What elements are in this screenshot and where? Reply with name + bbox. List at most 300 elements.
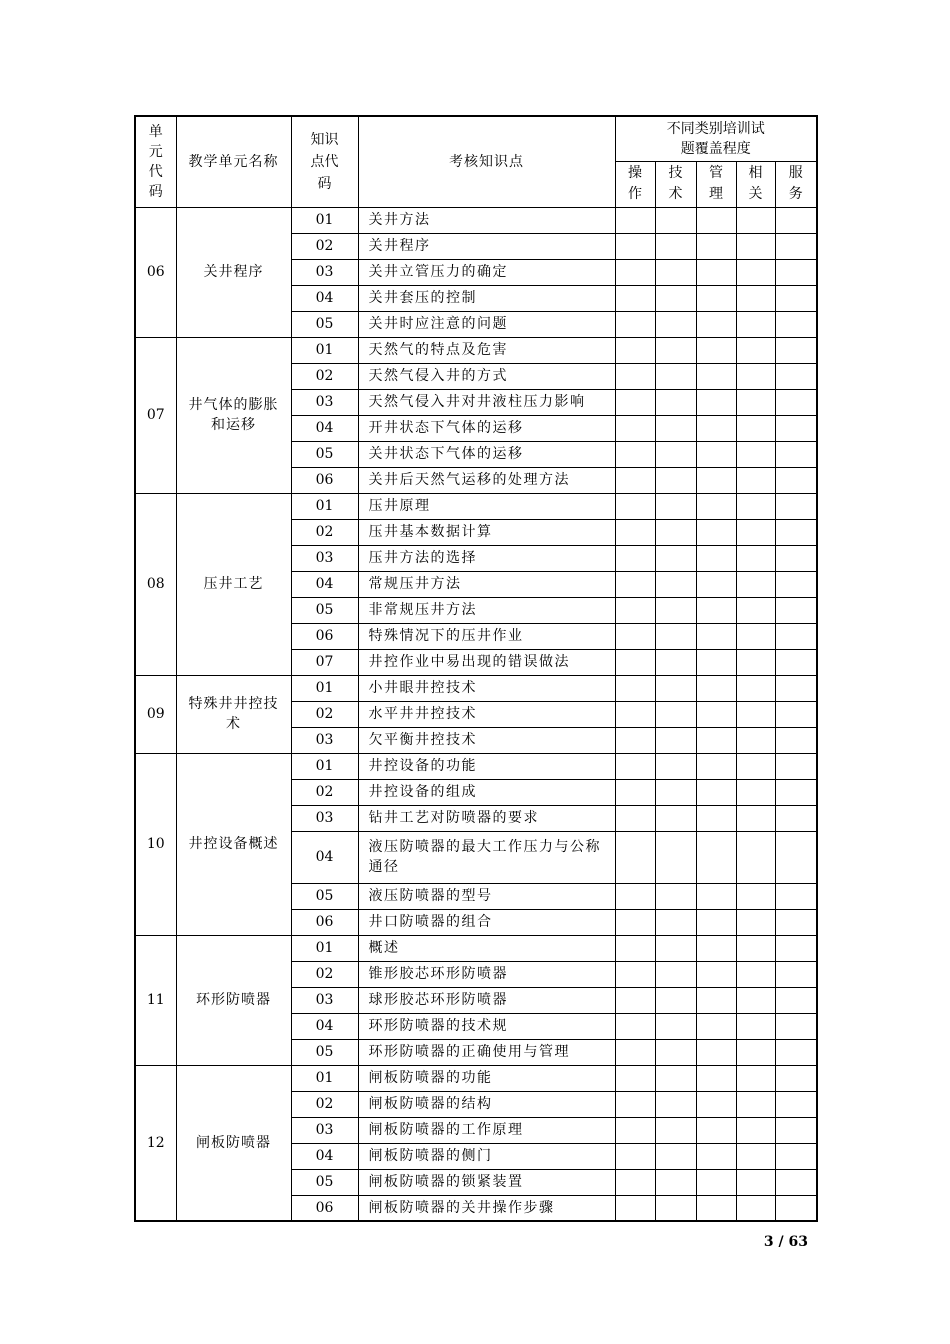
coverage-cell [655,805,696,831]
knowledge-point: 水平井井控技术 [358,701,615,727]
page-number: 3 / 63 [763,1234,808,1250]
knowledge-code: 02 [291,961,358,987]
coverage-cell [775,649,817,675]
knowledge-code: 02 [291,779,358,805]
coverage-cell [696,285,736,311]
coverage-cell [775,727,817,753]
coverage-cell [615,1039,655,1065]
coverage-cell [615,1117,655,1143]
coverage-cell [775,259,817,285]
knowledge-code: 01 [291,207,358,233]
coverage-cell [615,1013,655,1039]
knowledge-point: 非常规压井方法 [358,597,615,623]
coverage-cell [775,285,817,311]
knowledge-point: 液压防喷器的型号 [358,883,615,909]
coverage-cell [655,1143,696,1169]
knowledge-point: 钻井工艺对防喷器的要求 [358,805,615,831]
header-knowledge-point-text: 考核知识点 [449,153,524,170]
coverage-cell [696,1065,736,1091]
coverage-cell [615,519,655,545]
coverage-cell [696,779,736,805]
knowledge-point: 关井时应注意的问题 [358,311,615,337]
coverage-cell [736,519,775,545]
coverage-cell [736,207,775,233]
coverage-cell [696,259,736,285]
coverage-cell [615,207,655,233]
knowledge-code: 03 [291,805,358,831]
knowledge-code: 06 [291,1195,358,1221]
knowledge-code: 03 [291,545,358,571]
coverage-cell [775,883,817,909]
coverage-cell [655,441,696,467]
header-coverage [615,116,817,161]
coverage-cell [696,311,736,337]
knowledge-code: 02 [291,701,358,727]
knowledge-code: 06 [291,623,358,649]
knowledge-code: 02 [291,233,358,259]
coverage-cell [775,545,817,571]
knowledge-point: 闸板防喷器的关井操作步骤 [358,1195,615,1221]
coverage-cell [775,493,817,519]
coverage-cell [775,467,817,493]
unit-name: 井气体的膨胀和运移 [176,337,291,493]
coverage-cell [736,675,775,701]
knowledge-code: 04 [291,1143,358,1169]
coverage-cell [736,493,775,519]
coverage-cell [615,311,655,337]
knowledge-code: 02 [291,1091,358,1117]
coverage-cell [655,883,696,909]
coverage-cell [655,987,696,1013]
knowledge-point: 关井方法 [358,207,615,233]
coverage-cell [655,727,696,753]
knowledge-point: 闸板防喷器的锁紧装置 [358,1169,615,1195]
unit-name: 特殊井井控技术 [176,675,291,753]
coverage-cell [775,1169,817,1195]
table-row [135,1065,817,1091]
coverage-cell [736,441,775,467]
coverage-cell [696,623,736,649]
coverage-cell [615,233,655,259]
coverage-cell [615,337,655,363]
knowledge-point: 环形防喷器的技术规 [358,1013,615,1039]
table-row [135,935,817,961]
coverage-cell [736,909,775,935]
coverage-cell [615,493,655,519]
coverage-cell [655,623,696,649]
coverage-cell [655,519,696,545]
coverage-cell [696,415,736,441]
coverage-cell [736,1117,775,1143]
header-unit-name [176,116,291,207]
coverage-cell [736,623,775,649]
coverage-cell [696,1169,736,1195]
table-row [135,675,817,701]
knowledge-code: 01 [291,493,358,519]
coverage-cell [736,311,775,337]
coverage-cell [775,987,817,1013]
knowledge-point: 欠平衡井控技术 [358,727,615,753]
coverage-cell [655,311,696,337]
knowledge-point: 关井状态下气体的运移 [358,441,615,467]
coverage-cell [655,597,696,623]
coverage-cell [696,909,736,935]
knowledge-code: 05 [291,311,358,337]
coverage-cell [615,389,655,415]
assessment-table [134,115,818,1222]
header-row-1 [135,116,817,161]
coverage-cell [615,805,655,831]
knowledge-code: 04 [291,1013,358,1039]
coverage-cell [775,415,817,441]
knowledge-code: 03 [291,389,358,415]
coverage-cell [655,753,696,779]
header-knowledge-code-text: 知识点代码 [310,131,339,192]
header-knowledge-point [358,116,615,207]
coverage-cell [615,259,655,285]
coverage-cell [615,623,655,649]
knowledge-point: 井口防喷器的组合 [358,909,615,935]
coverage-cell [736,701,775,727]
coverage-cell [655,779,696,805]
knowledge-point: 液压防喷器的最大工作压力与公称通径 [358,831,615,883]
knowledge-point: 闸板防喷器的侧门 [358,1143,615,1169]
coverage-cell [655,415,696,441]
knowledge-code: 02 [291,519,358,545]
coverage-cell [775,597,817,623]
coverage-cell [696,1195,736,1221]
coverage-cell [775,753,817,779]
coverage-cell [696,363,736,389]
coverage-cell [615,441,655,467]
coverage-cell [736,259,775,285]
coverage-cell [655,1013,696,1039]
coverage-cell [696,753,736,779]
header-unit-code-text: 单元代码 [148,123,163,200]
header-category [655,161,696,207]
unit-code: 11 [135,935,176,1065]
knowledge-code: 02 [291,363,358,389]
coverage-cell [696,805,736,831]
coverage-cell [615,909,655,935]
knowledge-code: 01 [291,753,358,779]
coverage-cell [655,337,696,363]
header-knowledge-code [291,116,358,207]
coverage-cell [655,1117,696,1143]
header-category [615,161,655,207]
unit-code: 10 [135,753,176,935]
coverage-cell [615,961,655,987]
coverage-cell [775,1117,817,1143]
knowledge-point: 井控设备的功能 [358,753,615,779]
knowledge-point: 压井原理 [358,493,615,519]
coverage-cell [696,1117,736,1143]
coverage-cell [775,1143,817,1169]
knowledge-point: 井控设备的组成 [358,779,615,805]
header-coverage-text: 不同类别培训试题覆盖程度 [666,120,765,157]
knowledge-point: 闸板防喷器的功能 [358,1065,615,1091]
coverage-cell [655,233,696,259]
knowledge-code: 05 [291,441,358,467]
coverage-cell [696,467,736,493]
coverage-cell [655,389,696,415]
coverage-cell [696,675,736,701]
coverage-cell [775,831,817,883]
unit-code: 06 [135,207,176,337]
knowledge-point: 天然气侵入井的方式 [358,363,615,389]
coverage-cell [775,1039,817,1065]
coverage-cell [615,1143,655,1169]
table-row [135,493,817,519]
coverage-cell [775,961,817,987]
coverage-cell [736,1143,775,1169]
coverage-cell [615,727,655,753]
coverage-cell [736,545,775,571]
coverage-cell [736,1169,775,1195]
unit-code: 09 [135,675,176,753]
coverage-cell [696,727,736,753]
coverage-cell [615,1169,655,1195]
coverage-cell [615,415,655,441]
coverage-cell [696,597,736,623]
coverage-cell [736,1013,775,1039]
coverage-cell [615,987,655,1013]
coverage-cell [736,467,775,493]
coverage-cell [696,1091,736,1117]
header-unit-code [135,116,176,207]
coverage-cell [655,1169,696,1195]
knowledge-code: 06 [291,909,358,935]
knowledge-point: 压井基本数据计算 [358,519,615,545]
coverage-cell [655,1195,696,1221]
coverage-cell [655,259,696,285]
coverage-cell [615,675,655,701]
coverage-cell [655,363,696,389]
knowledge-code: 05 [291,883,358,909]
knowledge-code: 04 [291,831,358,883]
coverage-cell [655,909,696,935]
coverage-cell [736,571,775,597]
header-category-text: 技术 [668,165,683,202]
knowledge-code: 01 [291,935,358,961]
knowledge-code: 06 [291,467,358,493]
knowledge-point: 概述 [358,935,615,961]
coverage-cell [696,519,736,545]
coverage-cell [775,389,817,415]
coverage-cell [775,441,817,467]
knowledge-code: 01 [291,675,358,701]
coverage-cell [736,779,775,805]
coverage-cell [775,623,817,649]
knowledge-point: 环形防喷器的正确使用与管理 [358,1039,615,1065]
coverage-cell [696,1143,736,1169]
coverage-cell [696,233,736,259]
coverage-cell [736,363,775,389]
knowledge-point: 关井立管压力的确定 [358,259,615,285]
header-category-text: 相关 [748,165,763,202]
coverage-cell [696,1013,736,1039]
table-row [135,337,817,363]
coverage-cell [655,571,696,597]
coverage-cell [775,233,817,259]
coverage-cell [615,779,655,805]
coverage-cell [696,883,736,909]
header-category [696,161,736,207]
coverage-cell [655,207,696,233]
knowledge-code: 04 [291,415,358,441]
knowledge-code: 05 [291,1169,358,1195]
header-category-text: 服务 [788,165,803,202]
coverage-cell [736,1039,775,1065]
coverage-cell [655,1039,696,1065]
coverage-cell [775,571,817,597]
coverage-cell [615,285,655,311]
knowledge-point: 锥形胶芯环形防喷器 [358,961,615,987]
coverage-cell [736,831,775,883]
coverage-cell [615,545,655,571]
coverage-cell [736,1065,775,1091]
knowledge-code: 03 [291,259,358,285]
knowledge-code: 04 [291,571,358,597]
coverage-cell [736,597,775,623]
unit-name: 井控设备概述 [176,753,291,935]
coverage-cell [736,285,775,311]
knowledge-point: 球形胶芯环形防喷器 [358,987,615,1013]
knowledge-point: 天然气的特点及危害 [358,337,615,363]
header-unit-name-text: 教学单元名称 [188,153,279,170]
header-category-text: 操作 [628,165,642,202]
unit-name: 闸板防喷器 [176,1065,291,1221]
table-body [135,207,817,1221]
table-row [135,207,817,233]
knowledge-point: 小井眼井控技术 [358,675,615,701]
coverage-cell [696,1039,736,1065]
coverage-cell [696,389,736,415]
knowledge-point: 井控作业中易出现的错误做法 [358,649,615,675]
coverage-cell [655,467,696,493]
coverage-cell [696,649,736,675]
coverage-cell [696,701,736,727]
coverage-cell [696,545,736,571]
coverage-cell [655,935,696,961]
coverage-cell [696,831,736,883]
coverage-cell [736,883,775,909]
knowledge-code: 05 [291,1039,358,1065]
coverage-cell [615,467,655,493]
coverage-cell [775,1091,817,1117]
knowledge-code: 03 [291,987,358,1013]
coverage-cell [696,935,736,961]
coverage-cell [775,1065,817,1091]
knowledge-point: 天然气侵入井对井液柱压力影响 [358,389,615,415]
coverage-cell [696,987,736,1013]
coverage-cell [775,805,817,831]
coverage-cell [736,935,775,961]
coverage-cell [736,337,775,363]
coverage-cell [775,701,817,727]
unit-name: 关井程序 [176,207,291,337]
coverage-cell [775,675,817,701]
knowledge-code: 04 [291,285,358,311]
unit-code: 08 [135,493,176,675]
knowledge-point: 关井套压的控制 [358,285,615,311]
unit-name: 环形防喷器 [176,935,291,1065]
coverage-cell [655,831,696,883]
coverage-cell [655,1091,696,1117]
coverage-cell [736,649,775,675]
coverage-cell [736,233,775,259]
coverage-cell [736,1091,775,1117]
coverage-cell [615,753,655,779]
coverage-cell [696,571,736,597]
coverage-cell [615,571,655,597]
coverage-cell [775,909,817,935]
coverage-cell [736,727,775,753]
coverage-cell [775,519,817,545]
coverage-cell [775,1195,817,1221]
knowledge-point: 闸板防喷器的工作原理 [358,1117,615,1143]
coverage-cell [696,493,736,519]
coverage-cell [775,363,817,389]
knowledge-code: 03 [291,1117,358,1143]
knowledge-code: 03 [291,727,358,753]
header-category-text: 管理 [709,165,723,202]
coverage-cell [775,311,817,337]
unit-name: 压井工艺 [176,493,291,675]
coverage-cell [615,597,655,623]
coverage-cell [736,987,775,1013]
coverage-cell [615,831,655,883]
coverage-cell [615,701,655,727]
coverage-cell [736,415,775,441]
coverage-cell [655,545,696,571]
coverage-cell [615,1195,655,1221]
knowledge-code: 07 [291,649,358,675]
coverage-cell [655,1065,696,1091]
coverage-cell [696,337,736,363]
coverage-cell [655,493,696,519]
coverage-cell [775,337,817,363]
knowledge-point: 常规压井方法 [358,571,615,597]
coverage-cell [655,701,696,727]
coverage-cell [775,1013,817,1039]
coverage-cell [736,1195,775,1221]
coverage-cell [615,883,655,909]
knowledge-code: 01 [291,1065,358,1091]
coverage-cell [696,961,736,987]
coverage-cell [775,779,817,805]
coverage-cell [615,935,655,961]
unit-code: 12 [135,1065,176,1221]
coverage-cell [615,363,655,389]
coverage-cell [615,1065,655,1091]
coverage-cell [655,285,696,311]
knowledge-point: 压井方法的选择 [358,545,615,571]
table-row [135,753,817,779]
coverage-cell [736,805,775,831]
coverage-cell [615,1091,655,1117]
coverage-cell [736,389,775,415]
header-category [736,161,775,207]
knowledge-point: 特殊情况下的压井作业 [358,623,615,649]
coverage-cell [615,649,655,675]
knowledge-point: 开井状态下气体的运移 [358,415,615,441]
coverage-cell [696,207,736,233]
unit-code: 07 [135,337,176,493]
header-category [775,161,817,207]
knowledge-point: 关井程序 [358,233,615,259]
knowledge-point: 关井后天然气运移的处理方法 [358,467,615,493]
